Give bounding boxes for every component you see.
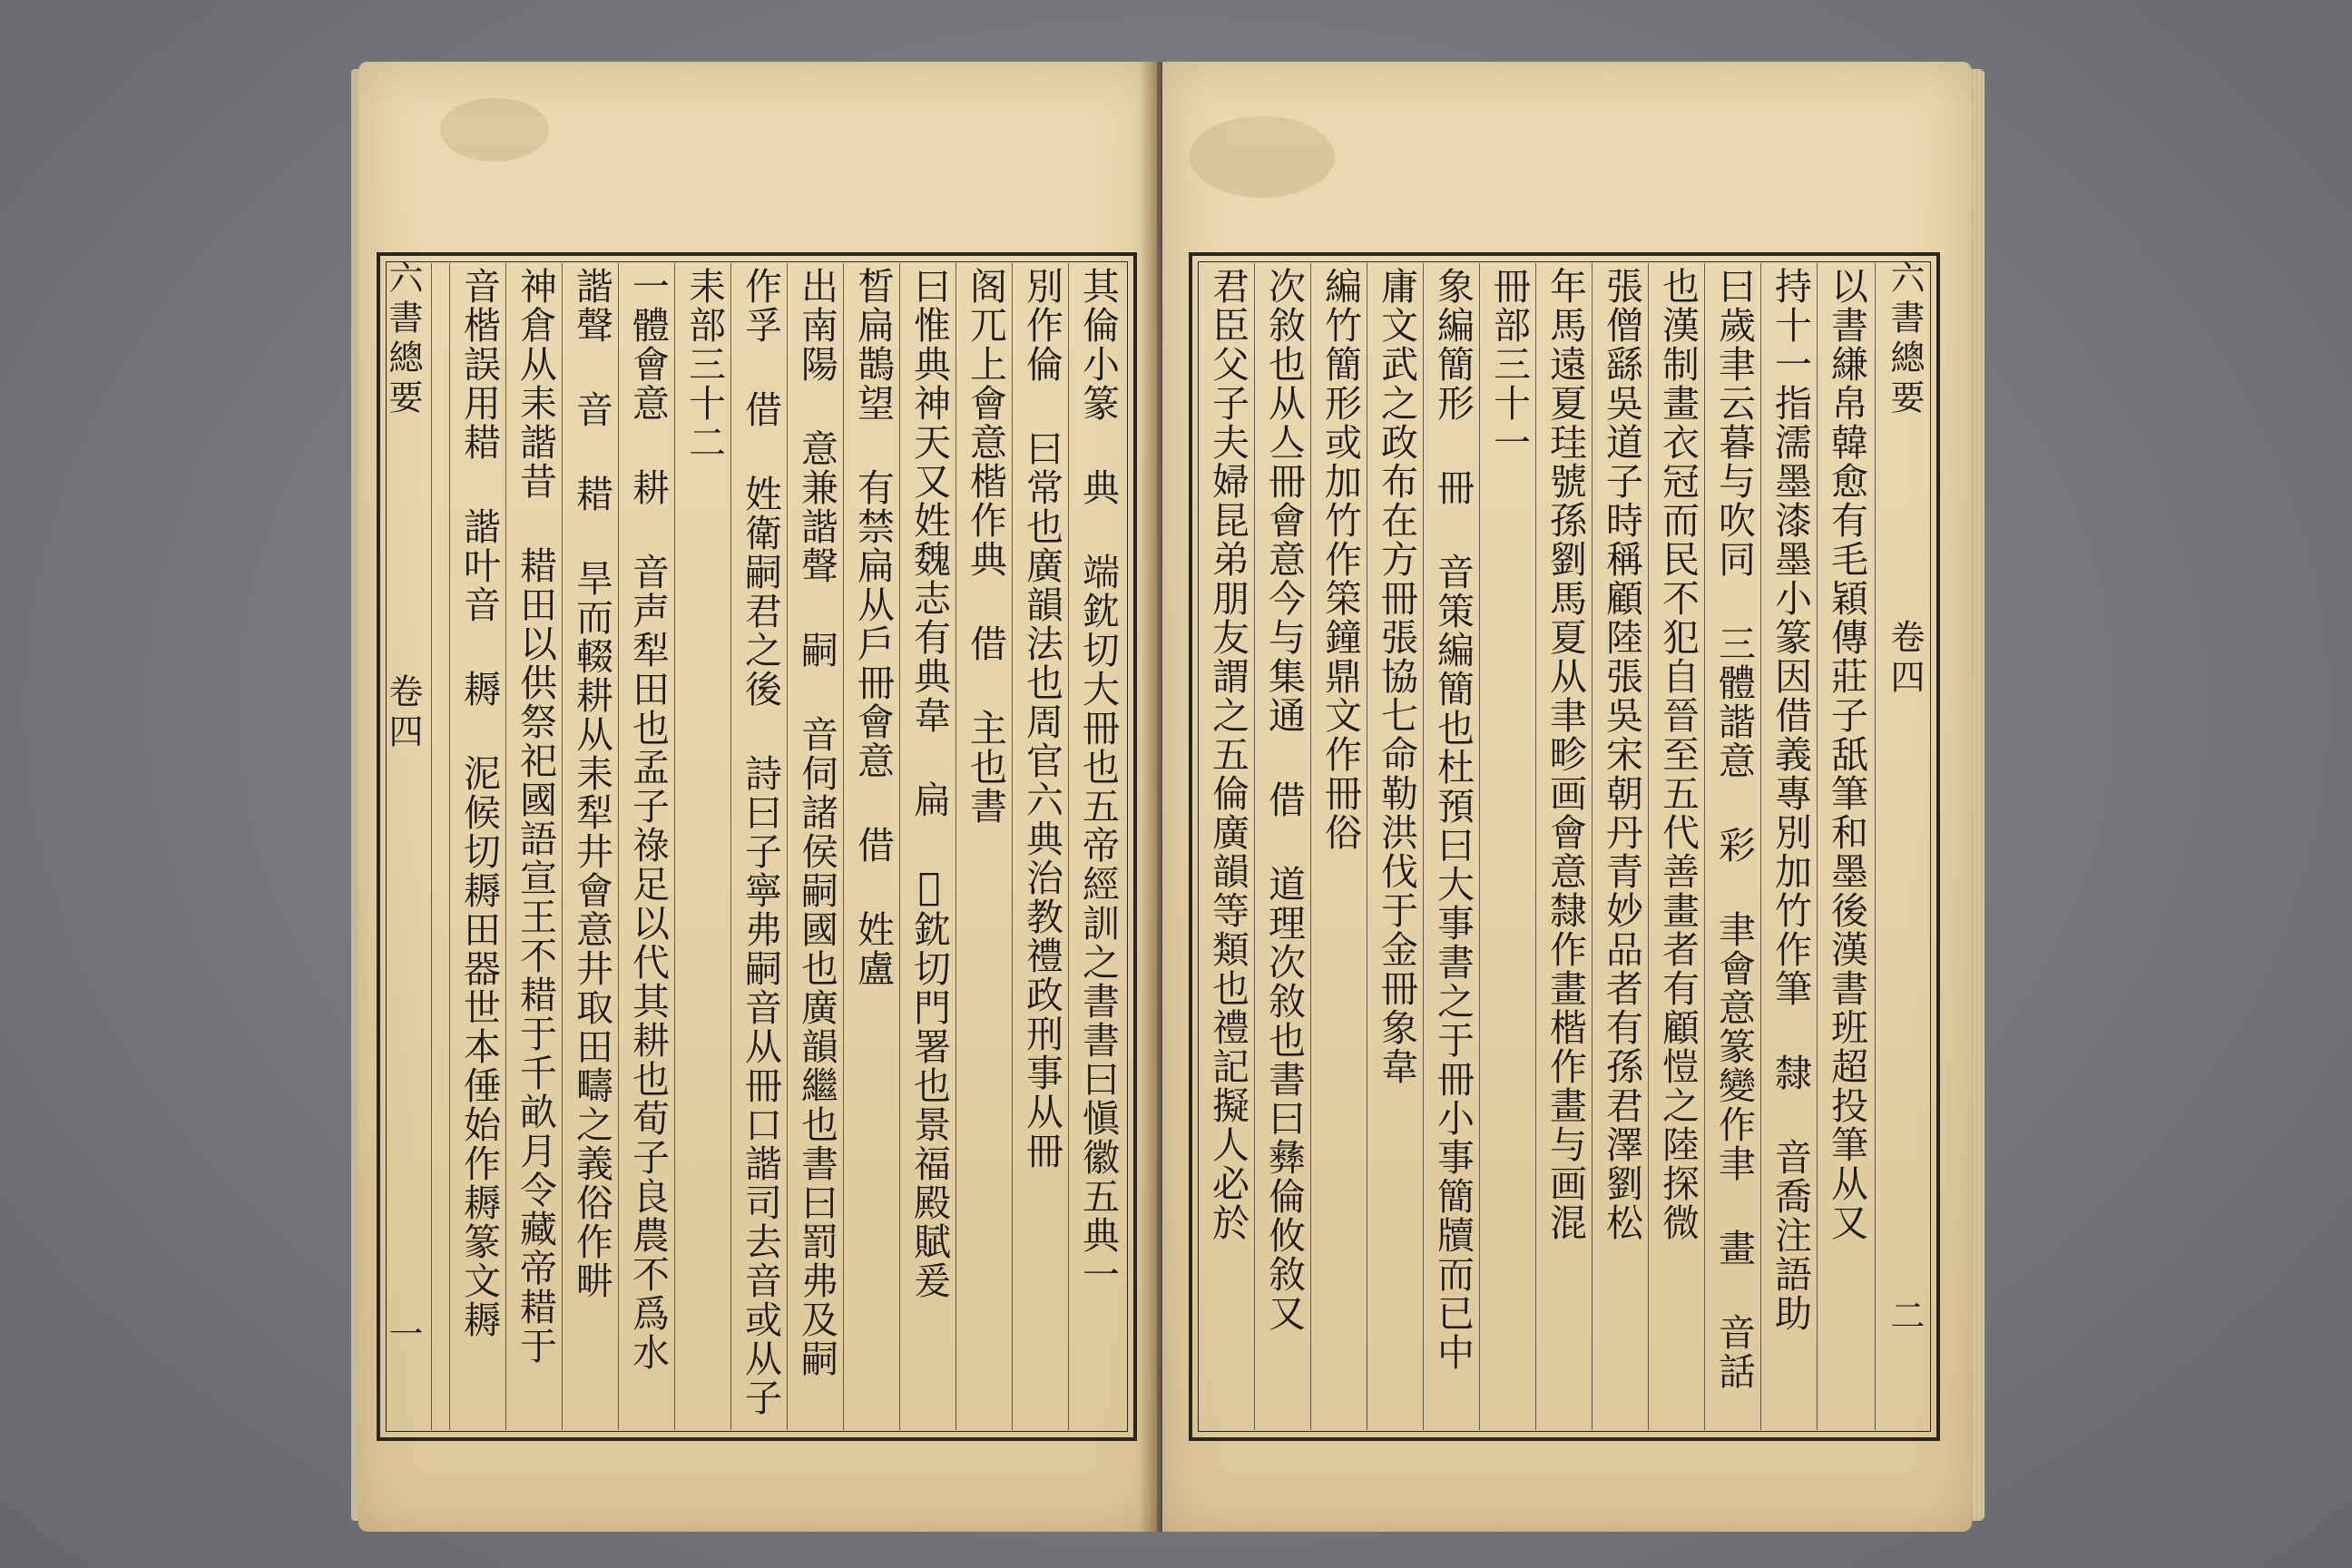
- column-rule: [1068, 263, 1069, 1430]
- text-column: 出南陽 意兼諧聲 嗣 音伺諸侯嗣國也廣韻繼也書曰罰弗及嗣: [795, 267, 838, 1378]
- column-rule: [1535, 263, 1536, 1430]
- column-rule: [899, 263, 900, 1430]
- column-rule: [1704, 263, 1705, 1430]
- column-rule: [1479, 263, 1480, 1430]
- column-rule: [1875, 263, 1876, 1430]
- left-margin-column: [378, 260, 427, 1434]
- text-column: 其倫小篆 典 端鈂切大冊也五帝經訓之書書曰愼徽五典一: [1076, 267, 1120, 1294]
- column-rule: [1760, 263, 1761, 1430]
- column-rule: [730, 263, 731, 1430]
- text-column: 張僧繇吳道子時稱顧陸張吳宋朝丹青妙品者有孫君澤劉松: [1600, 267, 1643, 1242]
- right-margin-column: [1880, 260, 1929, 1434]
- column-rule: [562, 263, 563, 1430]
- column-rule: [1012, 263, 1013, 1430]
- left-margin-volume: 卷四: [383, 673, 423, 753]
- text-column: 別作倫 曰常也廣韻法也周官六典治教禮政刑事从冊: [1020, 267, 1063, 1171]
- text-column: 君臣父子夫婦昆弟朋友謂之五倫廣韻等類也禮記擬人必於: [1206, 267, 1250, 1242]
- text-column: 晳扁鵲望 有禁扁从戶冊會意 借 姓盧: [851, 267, 895, 988]
- section-heading: 冊部三十一: [1487, 267, 1531, 462]
- right-text-frame: [1189, 252, 1940, 1441]
- column-rule: [449, 263, 450, 1430]
- text-column: 諧聲 音 耤 旱而輟耕从耒犁井會意井取田疇之義俗作畊: [570, 267, 613, 1300]
- text-column: 阁兀上會意楷作典 借 主也書: [964, 267, 1007, 826]
- page-edges-right: [1970, 69, 1984, 1521]
- column-rule: [1817, 263, 1818, 1430]
- column-rule: [1254, 263, 1255, 1430]
- text-column: 曰惟典神天又姓魏志有典韋 扁 𢿍鈂切門署也景福殿賦爰: [907, 267, 951, 1300]
- text-column: 以書縑帛韓愈有毛穎傳莊子舐筆和墨後漢書班超投筆从又: [1825, 267, 1868, 1242]
- section-heading: 耒部三十二: [682, 267, 726, 462]
- column-rule: [1423, 263, 1424, 1430]
- left-text-frame: [377, 252, 1137, 1441]
- text-column: 象編簡形 冊 音策編簡也杜預曰大事書之于冊小事簡牘而已中: [1431, 267, 1475, 1372]
- paper-stain: [440, 98, 549, 162]
- text-column: 也漢制畫衣冠而民不犯自晉至五代善畫者有顧愷之陸探微: [1656, 267, 1700, 1242]
- text-column: 音楷誤用耤 諧叶音 耨 泥候切耨田器世本倕始作耨篆文耨: [457, 267, 501, 1339]
- text-column: 編竹簡形或加竹作筞鐘鼎文作冊俗: [1318, 267, 1362, 852]
- column-rule: [431, 263, 432, 1430]
- text-column: 年馬遠夏珪號孫劉馬夏从聿畛画會意隸作畫楷作畫与画混: [1544, 267, 1587, 1242]
- column-rule: [505, 263, 506, 1430]
- column-rule: [618, 263, 619, 1430]
- column-rule: [787, 263, 788, 1430]
- text-column: 曰歲聿云暮与吹同 三體諧意 彩 聿會意篆變作聿 畫 音話: [1712, 267, 1756, 1391]
- open-book: [358, 62, 1972, 1532]
- text-column: 庸文武之政布在方冊張協七命勒洪伐于金冊象韋: [1375, 267, 1418, 1086]
- text-column: 次敘也从亼冊會意今与集通 借 道理次敘也書曰彝倫攸敘又: [1262, 267, 1306, 1333]
- left-margin-title: 六書總要: [383, 260, 423, 419]
- right-margin-folio: 二: [1885, 1298, 1925, 1338]
- right-margin-title: 六書總要: [1885, 260, 1925, 419]
- left-margin-folio: 一: [383, 1316, 423, 1356]
- column-rule: [1648, 263, 1649, 1430]
- column-rule: [843, 263, 844, 1430]
- paper-stain: [1190, 116, 1335, 198]
- text-column: 神倉从耒諧昔 耤田以供祭祀國語宣王不耤于千畝月令藏帝耤于: [514, 267, 557, 1366]
- left-page: [358, 62, 1157, 1532]
- text-column: 持十一指濡墨漆墨小篆因借義專別加竹作筆 隸 音喬注語助: [1769, 267, 1812, 1333]
- text-column: 作孚 借 姓衛嗣君之後 詩曰子寧弗嗣音从冊口諧司去音或从子: [739, 267, 782, 1417]
- column-rule: [1310, 263, 1311, 1430]
- right-page: [1162, 62, 1972, 1532]
- text-column: 一體會意 耕 音声犁田也孟子祿足以代其耕也荀子良農不爲水: [626, 267, 670, 1372]
- column-rule: [674, 263, 675, 1430]
- right-margin-volume: 卷四: [1885, 619, 1925, 699]
